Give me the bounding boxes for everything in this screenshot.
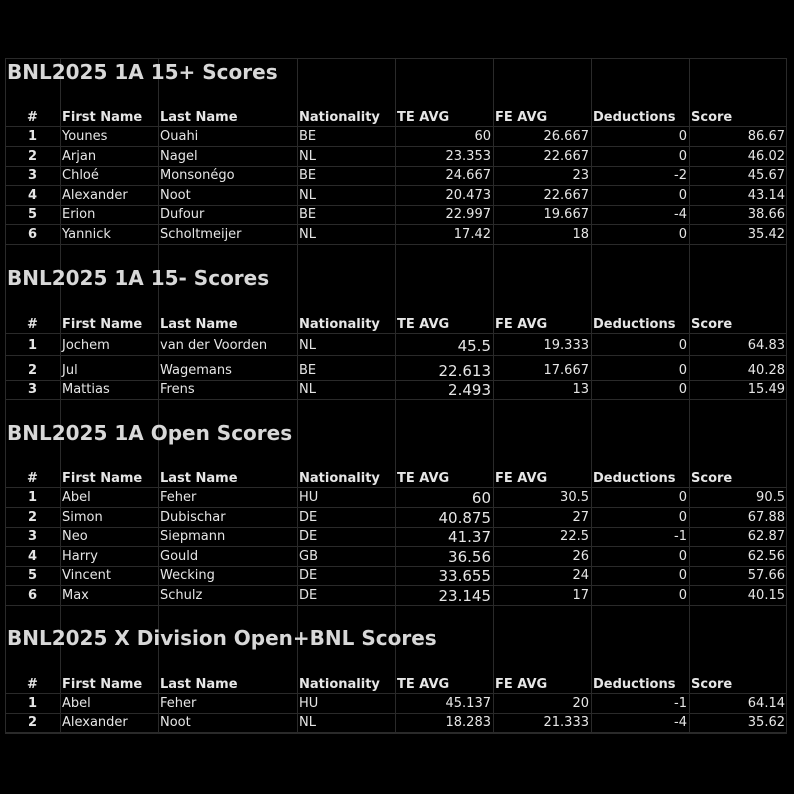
cell-score: 64.83 <box>747 338 785 353</box>
cell-first: Vincent <box>62 568 111 583</box>
table-row <box>5 361 787 381</box>
cell-nat: DE <box>299 510 318 525</box>
column-header: # <box>27 471 38 486</box>
cell-fe: 19.333 <box>543 338 589 353</box>
cell-rank: 2 <box>27 363 38 378</box>
cell-nat: GB <box>299 549 318 564</box>
cell-fe: 23 <box>572 168 589 183</box>
cell-rank: 5 <box>27 207 38 222</box>
section-title: BNL2025 1A 15- Scores <box>7 266 270 290</box>
cell-first: Abel <box>62 696 91 711</box>
cell-score: 62.56 <box>747 549 785 564</box>
cell-ded: 0 <box>678 227 687 242</box>
cell-first: Simon <box>62 510 103 525</box>
cell-te: 60 <box>471 488 491 507</box>
table-header-row <box>5 468 787 488</box>
cell-score: 45.67 <box>747 168 785 183</box>
cell-nat: BE <box>299 129 317 144</box>
cell-ded: 0 <box>678 338 687 353</box>
table-header-row <box>5 674 787 694</box>
cell-rank: 3 <box>27 529 38 544</box>
cell-last: Dubischar <box>160 510 226 525</box>
cell-te: 24.667 <box>445 168 491 183</box>
table-row <box>5 566 787 586</box>
cell-score: 90.5 <box>756 490 785 505</box>
column-header: Nationality <box>299 677 380 692</box>
cell-first: Jul <box>62 363 78 378</box>
column-header: # <box>27 317 38 332</box>
cell-te: 18.283 <box>445 715 491 730</box>
cell-nat: NL <box>299 227 316 242</box>
cell-te: 36.56 <box>448 547 491 566</box>
cell-rank: 2 <box>27 715 38 730</box>
cell-last: Noot <box>160 188 191 203</box>
cell-first: Chloé <box>62 168 99 183</box>
cell-ded: 0 <box>678 588 687 603</box>
cell-nat: NL <box>299 188 316 203</box>
table-row <box>5 547 787 567</box>
column-header: Deductions <box>593 677 676 692</box>
cell-nat: NL <box>299 338 316 353</box>
cell-rank: 5 <box>27 568 38 583</box>
cell-nat: DE <box>299 588 318 603</box>
cell-fe: 20 <box>572 696 589 711</box>
cell-nat: NL <box>299 382 316 397</box>
cell-ded: 0 <box>678 549 687 564</box>
column-header: Last Name <box>160 471 238 486</box>
cell-first: Mattias <box>62 382 110 397</box>
cell-last: Wagemans <box>160 363 232 378</box>
cell-last: Frens <box>160 382 195 397</box>
cell-score: 67.88 <box>747 510 785 525</box>
cell-ded: -4 <box>674 715 687 730</box>
cell-last: Monsonégo <box>160 168 235 183</box>
cell-te: 23.353 <box>445 149 491 164</box>
cell-last: Feher <box>160 696 197 711</box>
cell-last: Siepmann <box>160 529 226 544</box>
cell-score: 40.15 <box>747 588 785 603</box>
cell-rank: 2 <box>27 510 38 525</box>
cell-ded: 0 <box>678 382 687 397</box>
column-header: TE AVG <box>397 317 450 332</box>
cell-fe: 30.5 <box>560 490 589 505</box>
section-title: BNL2025 1A 15+ Scores <box>7 60 278 84</box>
cell-rank: 2 <box>27 149 38 164</box>
column-header: First Name <box>62 677 143 692</box>
cell-te: 33.655 <box>438 566 491 585</box>
cell-fe: 13 <box>572 382 589 397</box>
cell-ded: 0 <box>678 490 687 505</box>
table-row <box>5 186 787 206</box>
cell-last: Scholtmeijer <box>160 227 242 242</box>
cell-first: Abel <box>62 490 91 505</box>
column-header: Deductions <box>593 471 676 486</box>
column-header: # <box>27 677 38 692</box>
cell-first: Arjan <box>62 149 97 164</box>
cell-fe: 26 <box>572 549 589 564</box>
cell-first: Max <box>62 588 89 603</box>
cell-fe: 19.667 <box>543 207 589 222</box>
column-header: TE AVG <box>397 471 450 486</box>
cell-first: Erion <box>62 207 96 222</box>
cell-nat: BE <box>299 207 317 222</box>
cell-score: 57.66 <box>747 568 785 583</box>
cell-rank: 4 <box>27 549 38 564</box>
column-header: Score <box>691 317 733 332</box>
cell-last: Schulz <box>160 588 203 603</box>
section-title: BNL2025 1A Open Scores <box>7 421 293 445</box>
cell-rank: 3 <box>27 168 38 183</box>
cell-te: 22.997 <box>445 207 491 222</box>
cell-nat: BE <box>299 363 317 378</box>
table-row <box>5 488 787 508</box>
cell-first: Neo <box>62 529 88 544</box>
cell-last: Wecking <box>160 568 215 583</box>
cell-te: 17.42 <box>453 227 491 242</box>
cell-last: Gould <box>160 549 199 564</box>
column-header: Last Name <box>160 110 238 125</box>
table-row <box>5 166 787 186</box>
cell-last: Noot <box>160 715 191 730</box>
column-header: TE AVG <box>397 677 450 692</box>
column-header: FE AVG <box>495 471 548 486</box>
cell-nat: HU <box>299 490 319 505</box>
column-header: First Name <box>62 110 143 125</box>
cell-nat: DE <box>299 529 318 544</box>
column-header: Last Name <box>160 317 238 332</box>
cell-rank: 1 <box>27 338 38 353</box>
cell-first: Alexander <box>62 715 128 730</box>
cell-fe: 17 <box>572 588 589 603</box>
cell-ded: 0 <box>678 568 687 583</box>
cell-score: 86.67 <box>747 129 785 144</box>
cell-last: Nagel <box>160 149 198 164</box>
cell-fe: 18 <box>572 227 589 242</box>
column-header: Deductions <box>593 110 676 125</box>
table-row <box>5 205 787 225</box>
cell-te: 2.493 <box>448 380 491 399</box>
column-header: Score <box>691 471 733 486</box>
cell-rank: 1 <box>27 696 38 711</box>
cell-te: 41.37 <box>448 527 491 546</box>
table-row <box>5 694 787 714</box>
cell-te: 60 <box>474 129 491 144</box>
cell-te: 20.473 <box>445 188 491 203</box>
cell-score: 46.02 <box>747 149 785 164</box>
cell-nat: DE <box>299 568 318 583</box>
cell-fe: 24 <box>572 568 589 583</box>
column-header: Score <box>691 677 733 692</box>
section-title: BNL2025 X Division Open+BNL Scores <box>7 626 437 650</box>
column-header: Last Name <box>160 677 238 692</box>
cell-score: 62.87 <box>747 529 785 544</box>
column-header: Deductions <box>593 317 676 332</box>
cell-nat: NL <box>299 149 316 164</box>
cell-te: 45.137 <box>445 696 491 711</box>
cell-score: 35.42 <box>747 227 785 242</box>
cell-last: Feher <box>160 490 197 505</box>
cell-rank: 1 <box>27 129 38 144</box>
table-header-row <box>5 107 787 127</box>
cell-ded: 0 <box>678 363 687 378</box>
cell-te: 23.145 <box>438 586 491 605</box>
table-row <box>5 527 787 547</box>
cell-last: Dufour <box>160 207 205 222</box>
cell-te: 22.613 <box>438 361 491 380</box>
cell-fe: 21.333 <box>543 715 589 730</box>
table-row <box>5 713 787 733</box>
cell-ded: -1 <box>674 529 687 544</box>
column-header: Nationality <box>299 110 380 125</box>
table-row <box>5 147 787 167</box>
cell-fe: 22.667 <box>543 149 589 164</box>
cell-ded: -1 <box>674 696 687 711</box>
table-row <box>5 336 787 356</box>
cell-ded: -2 <box>674 168 687 183</box>
cell-score: 64.14 <box>747 696 785 711</box>
cell-nat: HU <box>299 696 319 711</box>
cell-fe: 27 <box>572 510 589 525</box>
cell-fe: 22.667 <box>543 188 589 203</box>
column-header: # <box>27 110 38 125</box>
cell-first: Younes <box>62 129 108 144</box>
cell-rank: 6 <box>27 227 38 242</box>
cell-fe: 22.5 <box>560 529 589 544</box>
cell-rank: 4 <box>27 188 38 203</box>
cell-fe: 26.667 <box>543 129 589 144</box>
cell-first: Alexander <box>62 188 128 203</box>
cell-ded: 0 <box>678 510 687 525</box>
cell-score: 35.62 <box>747 715 785 730</box>
column-header: FE AVG <box>495 110 548 125</box>
table-header-row <box>5 314 787 334</box>
table-row <box>5 586 787 606</box>
cell-rank: 6 <box>27 588 38 603</box>
cell-score: 15.49 <box>747 382 785 397</box>
column-header: TE AVG <box>397 110 450 125</box>
cell-first: Harry <box>62 549 98 564</box>
cell-ded: 0 <box>678 129 687 144</box>
table-row <box>5 127 787 147</box>
column-header: Score <box>691 110 733 125</box>
cell-te: 45.5 <box>457 336 491 355</box>
column-header: FE AVG <box>495 317 548 332</box>
cell-ded: 0 <box>678 149 687 164</box>
cell-nat: NL <box>299 715 316 730</box>
cell-first: Yannick <box>62 227 111 242</box>
cell-first: Jochem <box>62 338 110 353</box>
table-row <box>5 508 787 528</box>
cell-score: 40.28 <box>747 363 785 378</box>
cell-nat: BE <box>299 168 317 183</box>
cell-score: 43.14 <box>747 188 785 203</box>
cell-fe: 17.667 <box>543 363 589 378</box>
cell-rank: 3 <box>27 382 38 397</box>
cell-ded: 0 <box>678 188 687 203</box>
cell-last: Ouahi <box>160 129 199 144</box>
table-row <box>5 380 787 400</box>
cell-rank: 1 <box>27 490 38 505</box>
table-row <box>5 225 787 245</box>
column-header: FE AVG <box>495 677 548 692</box>
cell-last: van der Voorden <box>160 338 268 353</box>
cell-score: 38.66 <box>747 207 785 222</box>
column-header: Nationality <box>299 317 380 332</box>
column-header: Nationality <box>299 471 380 486</box>
cell-te: 40.875 <box>438 508 491 527</box>
column-header: First Name <box>62 317 143 332</box>
cell-ded: -4 <box>674 207 687 222</box>
column-header: First Name <box>62 471 143 486</box>
